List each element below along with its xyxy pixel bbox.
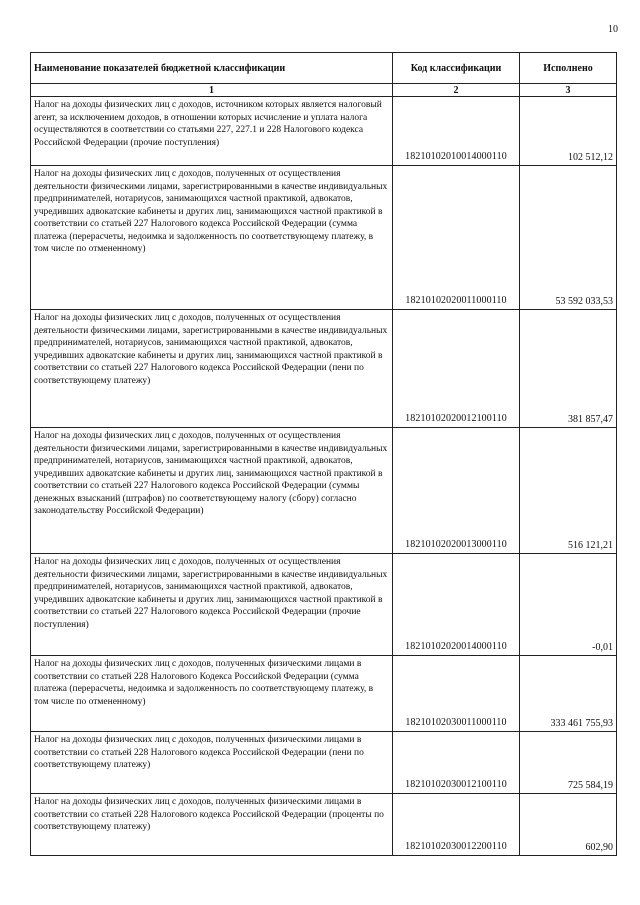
header-row: [31, 53, 617, 84]
classification-code: 18210102020011000110: [393, 166, 520, 310]
table-row: [31, 166, 617, 310]
classification-code: 18210102030012100110: [393, 732, 520, 794]
executed-amount: 53 592 033,53: [520, 166, 617, 310]
column-number: 3: [520, 84, 617, 97]
table-row: [31, 732, 617, 794]
executed-amount: 102 512,12: [520, 97, 617, 166]
indicator-name: Налог на доходы физических лиц с доходов, полученных от осуществления деятельности физическими лицами, зарегистрированными в качестве индивидуальных предпринимателей, нотариусов, занимающихся частной практикой, адвокатов, учредивших адвокатские кабинеты и других лиц, занимающихся частной практикой в соответствии со статьей 227 Налогового кодекса Российской Федерации (пени по соответствующему платежу): [31, 310, 393, 428]
indicator-name: Налог на доходы физических лиц с доходов, полученных от осуществления деятельности физическими лицами, зарегистрированными в качестве индивидуальных предпринимателей, нотариусов, занимающихся частной практикой, адвокатов, учредивших адвокатские кабинеты и других лиц, занимающихся частной практикой в соответствии со статьей 227 Налогового кодекса Российской Федерации (сумма платежа (перерасчеты, недоимка и задолженность по соответствующему платежу, в том числе по отмененному): [31, 166, 393, 310]
indicator-name: Налог на доходы физических лиц с доходов, источником которых является налоговый агент, за исключением доходов, в отношении которых исчисление и уплата налога осуществляются в соответствии со статьями 227, 227.1 и 228 Налогового кодекса Российской Федерации (прочие поступления): [31, 97, 393, 166]
classification-code: 18210102020013000110: [393, 428, 520, 554]
executed-amount: -0,01: [520, 554, 617, 656]
executed-amount: 516 121,21: [520, 428, 617, 554]
executed-amount: 725 584,19: [520, 732, 617, 794]
indicator-name: Налог на доходы физических лиц с доходов, полученных физическими лицами в соответствии со статьей 228 Налогового кодекса Российской Федерации (проценты по соответствующему платежу): [31, 794, 393, 856]
table-row: [31, 97, 617, 166]
indicator-name: Налог на доходы физических лиц с доходов, полученных физическими лицами в соответствии со статьей 228 Налогового Кодекса Российской Федерации (сумма платежа (перерасчеты, недоимка и задолженность по соответствующему платежу, в том числе по отмененному): [31, 656, 393, 732]
table-row: [31, 656, 617, 732]
indicator-name: Налог на доходы физических лиц с доходов, полученных от осуществления деятельности физическими лицами, зарегистрированными в качестве индивидуальных предпринимателей, нотариусов, занимающихся частной практикой, адвокатов, учредивших адвокатские кабинеты и других лиц, занимающихся частной практикой в соответствии со статьей 227 Налогового кодекса Российской Федерации (прочие поступления): [31, 554, 393, 656]
classification-code: 18210102020012100110: [393, 310, 520, 428]
indicator-name: Налог на доходы физических лиц с доходов, полученных от осуществления деятельности физическими лицами, зарегистрированными в качестве индивидуальных предпринимателей, нотариусов, занимающихся частной практикой, адвокатов, учредивших адвокатские кабинеты и других лиц, занимающихся частной практикой в соответствии со статьей 227 Налогового кодекса Российской Федерации (суммы денежных взысканий (штрафов) по соответствующему налогу (сбору) согласно законодательству Российской Федерации): [31, 428, 393, 554]
table-row: [31, 554, 617, 656]
header-executed: Исполнено: [520, 53, 617, 84]
executed-amount: 381 857,47: [520, 310, 617, 428]
column-number-row: [31, 84, 617, 97]
budget-classification-table: [30, 52, 617, 856]
executed-amount: 333 461 755,93: [520, 656, 617, 732]
table-row: [31, 428, 617, 554]
header-code: Код классификации: [393, 53, 520, 84]
column-number: 2: [393, 84, 520, 97]
classification-code: 18210102020014000110: [393, 554, 520, 656]
table-row: [31, 310, 617, 428]
executed-amount: 602,90: [520, 794, 617, 856]
classification-code: 18210102030012200110: [393, 794, 520, 856]
table-row: [31, 794, 617, 856]
indicator-name: Налог на доходы физических лиц с доходов, полученных физическими лицами в соответствии со статьей 228 Налогового кодекса Российской Федерации (пени по соответствующему платежу): [31, 732, 393, 794]
classification-code: 18210102010014000110: [393, 97, 520, 166]
classification-code: 18210102030011000110: [393, 656, 520, 732]
page-number: 10: [608, 24, 618, 35]
column-number: 1: [31, 84, 393, 97]
header-name: Наименование показателей бюджетной классификации: [31, 53, 393, 84]
